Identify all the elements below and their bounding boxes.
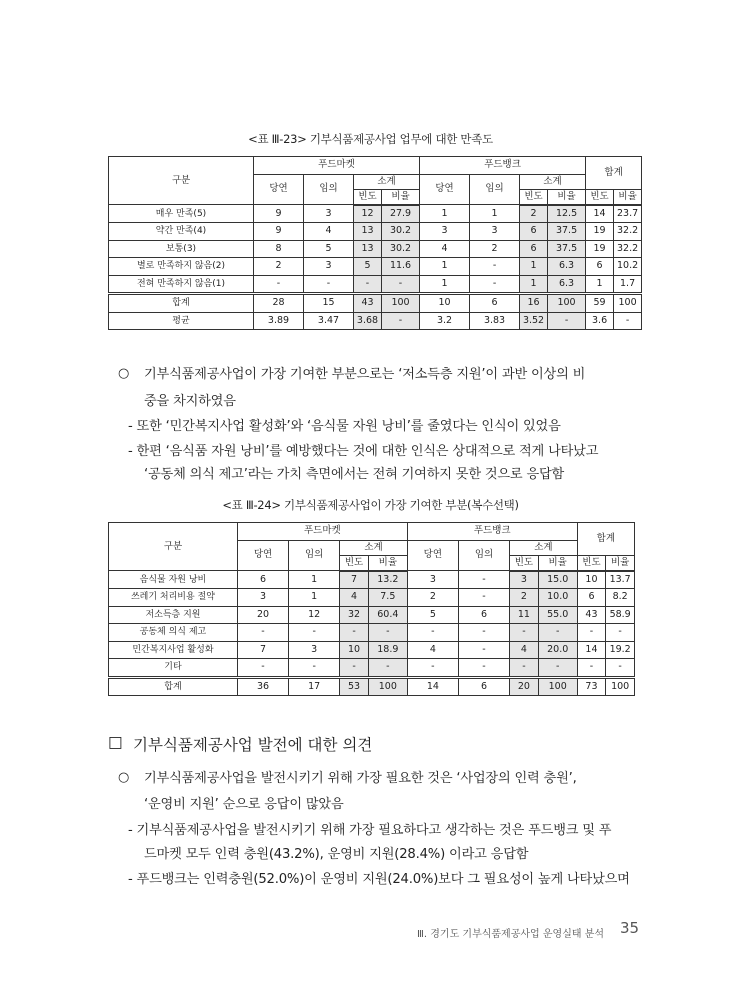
table-cell: 6	[520, 223, 548, 241]
row-label: 전혀 만족하지 않음(1)	[109, 275, 254, 294]
table-cell: 3.2	[420, 312, 470, 330]
table-row	[109, 312, 642, 330]
table-cell: 10	[340, 641, 369, 659]
table-cell: 3.52	[520, 312, 548, 330]
table-cell: -	[368, 659, 407, 678]
table-cell: -	[577, 624, 606, 642]
table-cell: 53	[340, 677, 369, 696]
bullet-circle: ○	[118, 366, 130, 381]
table-cell: 2	[470, 240, 520, 258]
table-cell: 14	[577, 641, 606, 659]
table-cell: 73	[577, 677, 606, 696]
header-dangyeon: 당연	[254, 174, 304, 205]
table-cell: 5	[304, 240, 354, 258]
table-cell: 4	[304, 223, 354, 241]
table-cell: -	[340, 659, 369, 678]
table-cell: 6	[458, 606, 509, 624]
header-dangyeon: 당연	[420, 174, 470, 205]
table-cell: -	[340, 624, 369, 642]
table-cell: 13.2	[368, 571, 407, 589]
header-gubun: 구분	[109, 157, 254, 205]
header-total: 합계	[577, 523, 634, 556]
table-cell: 32.2	[614, 240, 642, 258]
header-freq: 빈도	[510, 555, 539, 571]
table2-footer	[109, 677, 635, 696]
header-sogye: 소계	[354, 174, 420, 189]
table-cell: 3.89	[254, 312, 304, 330]
table-cell: 1	[520, 258, 548, 276]
header-foodmarket: 푸드마켓	[254, 157, 420, 175]
footer-chapter: Ⅲ. 경기도 기부식품제공사업 운영실태 분석	[417, 929, 605, 940]
header-freq: 빈도	[340, 555, 369, 571]
table-cell: 19.2	[606, 641, 635, 659]
header-imui: 임의	[289, 540, 340, 571]
table-cell: 7	[340, 571, 369, 589]
table-cell: 15.0	[538, 571, 577, 589]
table-cell: 100	[606, 677, 635, 696]
table-cell: 10.0	[538, 589, 577, 607]
table-row	[109, 240, 642, 258]
table-cell: -	[354, 275, 382, 294]
row-label: 별로 만족하지 않음(2)	[109, 258, 254, 276]
table-cell: 9	[254, 223, 304, 241]
table-cell: 13	[354, 240, 382, 258]
table-row	[109, 659, 635, 678]
table-cell: 11	[510, 606, 539, 624]
table-cell: 3.47	[304, 312, 354, 330]
table-cell: 6	[458, 677, 509, 696]
table-cell: 7.5	[368, 589, 407, 607]
table-cell: 8.2	[606, 589, 635, 607]
section-box-icon: □	[108, 733, 123, 751]
para1-dash1: - 또한 ‘민간복지사업 활성화’와 ‘음식물 자원 낭비’를 줄였다는 인식이 있었음	[128, 419, 561, 434]
table-cell: 18.9	[368, 641, 407, 659]
table-cell: -	[289, 659, 340, 678]
table-cell: 14	[586, 205, 614, 223]
header-imui: 임의	[470, 174, 520, 205]
table-cell: 6	[470, 294, 520, 313]
table-cell: 4	[407, 641, 458, 659]
table-cell: 4	[510, 641, 539, 659]
table-cell: 1	[420, 258, 470, 276]
row-label: 민간복지사업 활성화	[109, 641, 238, 659]
para1-line2: 중을 차지하였음	[144, 394, 236, 409]
table-row	[109, 205, 642, 223]
table-cell: 1	[586, 275, 614, 294]
table-cell: -	[237, 659, 288, 678]
contribution-table	[108, 522, 635, 696]
table-cell: 3	[420, 223, 470, 241]
table-cell: 55.0	[538, 606, 577, 624]
table-row	[109, 258, 642, 276]
table-cell: 2	[510, 589, 539, 607]
table-cell: 19	[586, 240, 614, 258]
table-cell: 2	[254, 258, 304, 276]
table-cell: -	[577, 659, 606, 678]
table-cell: 11.6	[382, 258, 420, 276]
table-cell: 37.5	[548, 223, 586, 241]
table-cell: -	[606, 659, 635, 678]
header-ratio: 비율	[538, 555, 577, 571]
table-cell: 10.2	[614, 258, 642, 276]
para2-line2: ‘운영비 지원’ 순으로 응답이 많았음	[144, 797, 344, 812]
table-cell: -	[548, 312, 586, 330]
header-dangyeon: 당연	[237, 540, 288, 571]
table-cell: 3.68	[354, 312, 382, 330]
table-cell: 3.83	[470, 312, 520, 330]
row-label: 저소득층 지원	[109, 606, 238, 624]
header-sogye: 소계	[510, 540, 578, 555]
table-cell: -	[614, 312, 642, 330]
table1-footer	[109, 294, 642, 330]
table-cell: 1	[420, 275, 470, 294]
table-cell: 43	[354, 294, 382, 313]
table-cell: 20.0	[538, 641, 577, 659]
table-cell: 3	[304, 258, 354, 276]
row-label: 쓰레기 처리비용 절약	[109, 589, 238, 607]
table-cell: 100	[382, 294, 420, 313]
section-title: 기부식품제공사업 발전에 대한 의견	[133, 736, 373, 754]
table-cell: -	[538, 659, 577, 678]
table-cell: 100	[548, 294, 586, 313]
para2-line1: 기부식품제공사업을 발전시키기 위해 가장 필요한 것은 ‘사업장의 인력 충원’,	[144, 771, 577, 786]
table-cell: -	[289, 624, 340, 642]
row-label: 합계	[109, 677, 238, 696]
header-imui: 임의	[304, 174, 354, 205]
table-cell: 6	[586, 258, 614, 276]
table-cell: -	[407, 624, 458, 642]
table-cell: -	[382, 312, 420, 330]
header-ratio: 비율	[548, 189, 586, 205]
table-cell: 43	[577, 606, 606, 624]
para2-dash1a: - 기부식품제공사업을 발전시키기 위해 가장 필요하다고 생각하는 것은 푸드뱅크 및 푸	[128, 823, 612, 838]
bullet-circle: ○	[118, 770, 130, 785]
para1-dash2b: ‘공동체 의식 제고’라는 가치 측면에서는 전혀 기여하지 못한 것으로 응답함	[144, 467, 565, 482]
table-cell: 36	[237, 677, 288, 696]
table-cell: 12	[289, 606, 340, 624]
table-cell: -	[304, 275, 354, 294]
header-ratio: 비율	[606, 555, 635, 571]
header-dangyeon: 당연	[407, 540, 458, 571]
table-cell: 1.7	[614, 275, 642, 294]
table-cell: -	[606, 624, 635, 642]
table-cell: 17	[289, 677, 340, 696]
page-number: 35	[620, 919, 640, 937]
table-cell: 19	[586, 223, 614, 241]
table-cell: 4	[420, 240, 470, 258]
table-cell: -	[368, 624, 407, 642]
header-foodmarket: 푸드마켓	[237, 523, 407, 541]
header-foodbank: 푸드뱅크	[420, 157, 586, 175]
table-cell: -	[458, 624, 509, 642]
table-row	[109, 223, 642, 241]
row-label: 약간 만족(4)	[109, 223, 254, 241]
table-cell: 13	[354, 223, 382, 241]
table-cell: 6.3	[548, 275, 586, 294]
table-cell: 3	[304, 205, 354, 223]
row-label: 합계	[109, 294, 254, 313]
table-cell: 2	[520, 205, 548, 223]
table-cell: 3	[407, 571, 458, 589]
table-cell: 6.3	[548, 258, 586, 276]
satisfaction-table	[108, 156, 642, 330]
table-cell: 3	[289, 641, 340, 659]
table-cell: 28	[254, 294, 304, 313]
table-cell: 23.7	[614, 205, 642, 223]
table-cell: 32	[340, 606, 369, 624]
table-cell: 5	[407, 606, 458, 624]
table-cell: -	[470, 275, 520, 294]
table-cell: 27.9	[382, 205, 420, 223]
header-ratio: 비율	[382, 189, 420, 205]
row-label: 공동체 의식 제고	[109, 624, 238, 642]
table-cell: 100	[538, 677, 577, 696]
table-cell: -	[538, 624, 577, 642]
table-cell: 37.5	[548, 240, 586, 258]
table-cell: 58.9	[606, 606, 635, 624]
header-gubun: 구분	[109, 523, 238, 571]
table-row	[109, 275, 642, 294]
header-imui: 임의	[458, 540, 509, 571]
table-cell: -	[510, 624, 539, 642]
para1-dash2a: - 한편 ‘음식품 자원 낭비’를 예방했다는 것에 대한 인식은 상대적으로 적게 나타났고	[128, 444, 599, 459]
table1-caption: <표 Ⅲ-23> 기부식품제공사업 업무에 대한 만족도	[248, 132, 493, 146]
header-freq: 빈도	[520, 189, 548, 205]
header-ratio: 비율	[614, 189, 642, 205]
header-ratio: 비율	[368, 555, 407, 571]
row-label: 평균	[109, 312, 254, 330]
para1-line1: 기부식품제공사업이 가장 기여한 부분으로는 ‘저소득층 지원’이 과반 이상의 비	[144, 367, 586, 382]
table-cell: 5	[354, 258, 382, 276]
table-cell: 14	[407, 677, 458, 696]
para2-dash1b: 드마켓 모두 인력 충원(43.2%), 운영비 지원(28.4%) 이라고 응답함	[144, 847, 529, 862]
table1-body	[109, 205, 642, 294]
table-cell: 3.6	[586, 312, 614, 330]
table-cell: 6	[520, 240, 548, 258]
header-foodbank: 푸드뱅크	[407, 523, 577, 541]
table-row	[109, 641, 635, 659]
table-cell: 1	[520, 275, 548, 294]
table-cell: 3	[237, 589, 288, 607]
table-row	[109, 589, 635, 607]
table-row	[109, 294, 642, 313]
table-cell: 100	[614, 294, 642, 313]
header-total: 합계	[586, 157, 642, 190]
table-row	[109, 571, 635, 589]
table-cell: -	[407, 659, 458, 678]
header-freq: 빈도	[586, 189, 614, 205]
table-cell: -	[510, 659, 539, 678]
table-cell: 20	[510, 677, 539, 696]
table-row	[109, 624, 635, 642]
table-cell: 1	[470, 205, 520, 223]
table-cell: 1	[289, 589, 340, 607]
table-cell: 10	[577, 571, 606, 589]
table-cell: 30.2	[382, 223, 420, 241]
table-cell: 16	[520, 294, 548, 313]
table-cell: 8	[254, 240, 304, 258]
table-cell: -	[254, 275, 304, 294]
table-cell: 10	[420, 294, 470, 313]
table-cell: 20	[237, 606, 288, 624]
table-cell: 9	[254, 205, 304, 223]
table-cell: -	[470, 258, 520, 276]
table-cell: 30.2	[382, 240, 420, 258]
table-cell: 15	[304, 294, 354, 313]
table-cell: 1	[420, 205, 470, 223]
row-label: 기타	[109, 659, 238, 678]
table-cell: 59	[586, 294, 614, 313]
table-row	[109, 677, 635, 696]
table-cell: 13.7	[606, 571, 635, 589]
header-sogye: 소계	[520, 174, 586, 189]
header-freq: 빈도	[577, 555, 606, 571]
table-cell: 3	[510, 571, 539, 589]
table-cell: -	[382, 275, 420, 294]
table-cell: 60.4	[368, 606, 407, 624]
header-sogye: 소계	[340, 540, 408, 555]
table-cell: 32.2	[614, 223, 642, 241]
header-freq: 빈도	[354, 189, 382, 205]
table-cell: 2	[407, 589, 458, 607]
table-cell: 1	[289, 571, 340, 589]
table2-caption: <표 Ⅲ-24> 기부식품제공사업이 가장 기여한 부분(복수선택)	[222, 498, 519, 512]
table-cell: -	[237, 624, 288, 642]
table-cell: 4	[340, 589, 369, 607]
table-cell: 12.5	[548, 205, 586, 223]
table-cell: 7	[237, 641, 288, 659]
table-cell: 3	[470, 223, 520, 241]
table-cell: -	[458, 659, 509, 678]
row-label: 매우 만족(5)	[109, 205, 254, 223]
table-cell: -	[458, 589, 509, 607]
table-cell: 100	[368, 677, 407, 696]
row-label: 음식물 자원 낭비	[109, 571, 238, 589]
table-cell: 12	[354, 205, 382, 223]
table2-body	[109, 571, 635, 678]
table-row	[109, 606, 635, 624]
table-cell: 6	[577, 589, 606, 607]
table-cell: -	[458, 571, 509, 589]
table-cell: -	[458, 641, 509, 659]
row-label: 보통(3)	[109, 240, 254, 258]
table-cell: 6	[237, 571, 288, 589]
para2-dash2: - 푸드뱅크는 인력충원(52.0%)이 운영비 지원(24.0%)보다 그 필요성이 높게 나타났으며	[128, 872, 630, 887]
